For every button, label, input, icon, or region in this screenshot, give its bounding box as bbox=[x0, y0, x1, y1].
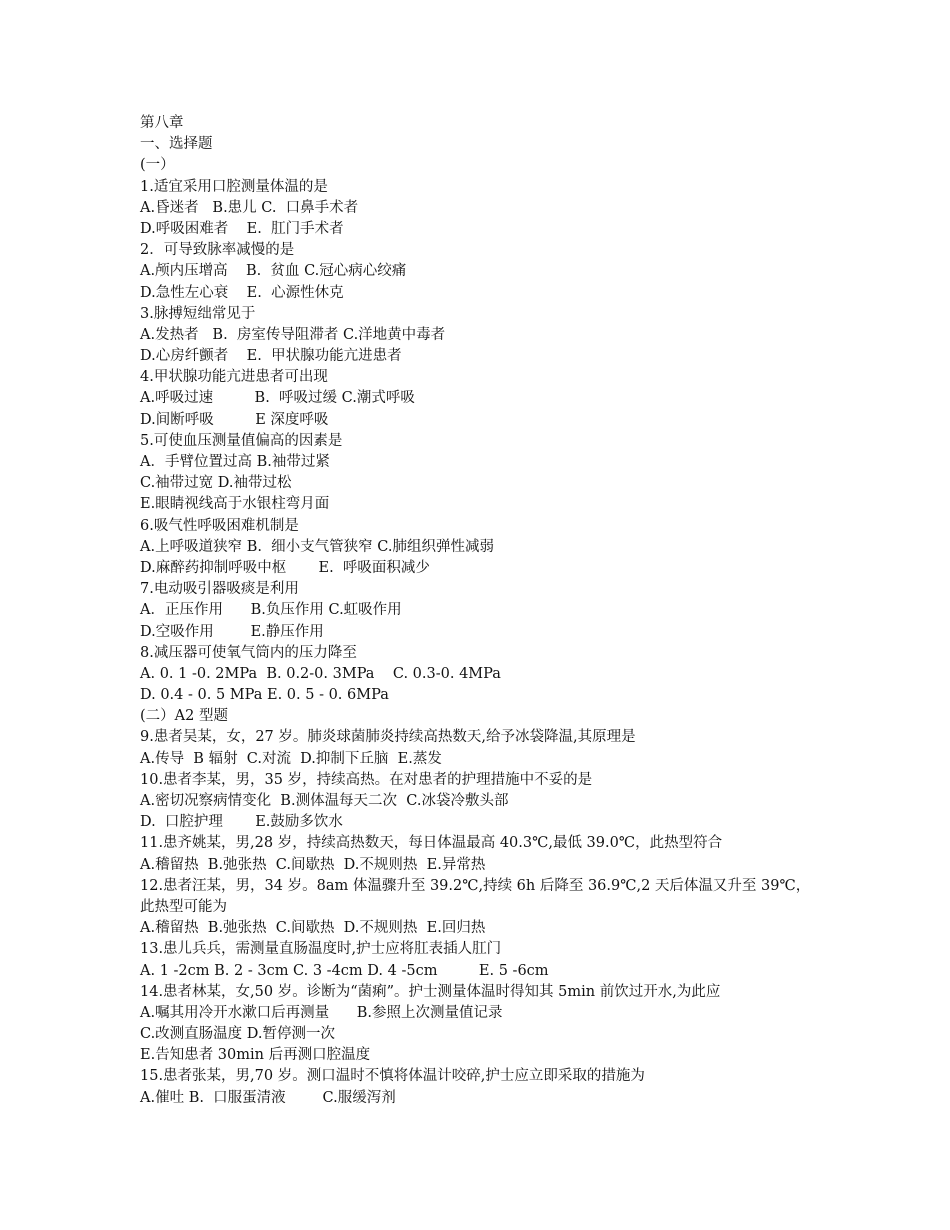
answer-options: D.麻醉药抑制呼吸中枢 E. 呼吸面积减少 bbox=[140, 559, 430, 576]
question-text: 5.可使血压测量值偏高的因素是 bbox=[140, 432, 343, 449]
question-text: 10.患者李某，男，35 岁，持续高热。在对患者的护理措施中不妥的是 bbox=[140, 771, 593, 788]
question-text: 此热型可能为 bbox=[140, 898, 227, 915]
answer-options: A．手臂位置过高 B.袖带过紧 bbox=[140, 454, 330, 470]
question-text: 12.患者汪某，男，34 岁。8am 体温骤升至 39.2℃,持续 6h 后降至 36.9℃,2 天后体温又升至 39℃， bbox=[140, 877, 811, 894]
question-text: 15.患者张某，男,70 岁。测口温时不慎将体温计咬碎,护士应立即采取的措施为 bbox=[140, 1068, 645, 1085]
answer-options: A.上呼吸道狭窄 B. 细小支气管狭窄 C.肺组织弹性减弱 bbox=[140, 538, 494, 555]
answer-options: E.眼睛视线高于水银柱弯月面 bbox=[140, 496, 330, 513]
question-text: 4.甲状腺功能亢进患者可出现 bbox=[140, 369, 328, 386]
question-text: 13.患儿兵兵，需测量直肠温度时,护士应将肛表插人肛门 bbox=[140, 941, 502, 958]
answer-options: A.催吐 B. 口服蛋清液 C.服缓泻剂 bbox=[140, 1089, 396, 1106]
answer-options: A.传导 B 辐射 C.对流 D.抑制下丘脑 E.蒸发 bbox=[140, 750, 442, 767]
question-text: 2．可导致脉率减慢的是 bbox=[140, 242, 295, 259]
answer-options: A.稽留热 B.弛张热 C.间歇热 D.不规则热 E.回归热 bbox=[140, 920, 486, 937]
answer-options: A.呼吸过速 B. 呼吸过缓 C.潮式呼吸 bbox=[140, 390, 415, 407]
answer-options: D.空吸作用 E.静压作用 bbox=[140, 623, 324, 640]
section-heading: 一、选择题 bbox=[140, 136, 213, 153]
answer-options: A.发热者 B. 房室传导阻滞者 C.洋地黄中毒者 bbox=[140, 326, 446, 343]
answer-options: A.稽留热 B.弛张热 C.间歇热 D.不规则热 E.异常热 bbox=[140, 856, 486, 873]
question-text: 3.脉搏短绌常见于 bbox=[140, 305, 256, 322]
answer-options: A. 1 -2cm B. 2 - 3cm C. 3 -4cm D. 4 -5cm E. 5 -6cm bbox=[140, 962, 549, 979]
question-text: 1.适宜采用口腔测量体温的是 bbox=[140, 178, 328, 195]
answer-options: C.袖带过宽 D.袖带过松 bbox=[140, 475, 292, 492]
answer-options: A. 0. 1 -0. 2MPa B. 0.2-0. 3MPa C. 0.3-0. 4MPa bbox=[140, 665, 501, 682]
question-text: 8.减压器可使氧气筒内的压力降至 bbox=[140, 644, 357, 661]
question-text: 14.患者林某，女,50 岁。诊断为“菌痢”。护士测量体温时得知其 5min 前饮过开水,为此应 bbox=[140, 983, 721, 1000]
question-text: 11.患齐姚某，男,28 岁，持续高热数天，每日体温最高 40.3℃,最低 39.0℃，此热型符合 bbox=[140, 835, 723, 852]
answer-options: A.昏迷者 B.患儿 C. 口鼻手术者 bbox=[140, 199, 359, 216]
question-text: 6.吸气性呼吸困难机制是 bbox=[140, 517, 299, 534]
subsection-heading: (二）A2 型题 bbox=[140, 708, 228, 725]
answer-options: A．正压作用 B.负压作用 C.虹吸作用 bbox=[140, 602, 402, 619]
chapter-title: 第八章 bbox=[140, 115, 184, 131]
answer-options: D. 口腔护理 E.鼓励多饮水 bbox=[140, 814, 343, 831]
answer-options: D. 0.4 - 0. 5 MPa E. 0. 5 - 0. 6MPa bbox=[140, 687, 389, 704]
question-text: 9.患者吴某，女，27 岁。肺炎球菌肺炎持续高热数天,给予冰袋降温,其原理是 bbox=[140, 729, 636, 746]
answer-options: A.密切况察病情变化 B.测体温每天二次 C.冰袋冷敷头部 bbox=[140, 793, 509, 809]
answer-options: D.急性左心衰 E. 心源性休克 bbox=[140, 284, 344, 301]
answer-options: E.告知患者 30min 后再测口腔温度 bbox=[140, 1047, 371, 1064]
answer-options: D.间断呼吸 E 深度呼吸 bbox=[140, 411, 329, 428]
answer-options: D.心房纤颤者 E. 甲状腺功能亢进患者 bbox=[140, 348, 402, 365]
document-page bbox=[140, 113, 860, 1109]
answer-options: A.嘱其用冷开水漱口后再测量 B.参照上次测量值记录 bbox=[140, 1004, 503, 1021]
question-text: 7.电动吸引器吸痰是利用 bbox=[140, 581, 299, 598]
answer-options: A.颅内压增高 B. 贫血 C.冠心病心绞痛 bbox=[140, 263, 407, 280]
answer-options: D.呼吸困难者 E. 肛门手术者 bbox=[140, 220, 344, 237]
subsection-heading: (一） bbox=[140, 157, 175, 174]
answer-options: C.改测直肠温度 D.暂停测一次 bbox=[140, 1026, 336, 1043]
